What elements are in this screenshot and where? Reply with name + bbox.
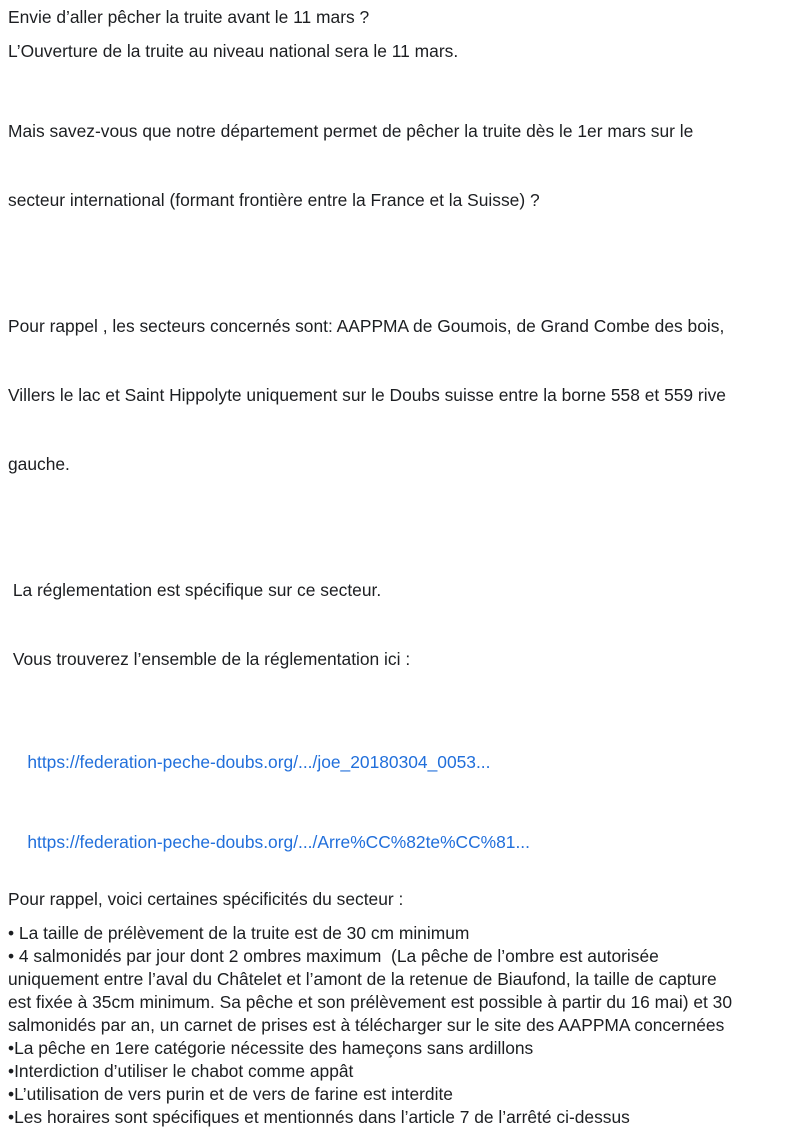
list-item-hours: •Les horaires sont spécifiques et mentionnés dans l’article 7 de l’arrêté ci-dessus <box>8 1107 630 1127</box>
paragraph-department-info <box>8 74 800 258</box>
paragraph-intro-question: Envie d’aller pêcher la truite avant le 11 mars ? <box>8 7 370 27</box>
paragraph-sectors-line-2: Villers le lac et Saint Hippolyte uniquement sur le Doubs suisse entre la borne 558 et 559 rive <box>8 385 726 405</box>
list-item-hooks: •La pêche en 1ere catégorie nécessite des hameçons sans ardillons <box>8 1038 534 1058</box>
paragraph-regulation-line-2: Vous trouverez l’ensemble de la réglementation ici : <box>8 649 411 669</box>
list-item-quota-line-4: salmonidés par an, un carnet de prises est à télécharger sur le site des AAPPMA concernées <box>8 1015 725 1035</box>
list-item-quota-line-1: • 4 salmonidés par jour dont 2 ombres maximum (La pêche de l’ombre est autorisée <box>8 946 659 966</box>
regulation-link-1[interactable]: https://federation-peche-doubs.org/.../joe_20180304_0053... <box>27 752 491 772</box>
paragraph-regulation <box>8 533 800 717</box>
list-item-bait: •Interdiction d’utiliser le chabot comme appât <box>8 1061 354 1081</box>
paragraph-department-line-2: secteur international (formant frontière entre la France et la Suisse) ? <box>8 190 540 210</box>
paragraph-department-line-1: Mais savez-vous que notre département permet de pêcher la truite dès le 1er mars sur le <box>8 121 694 141</box>
specificities-list <box>8 922 800 1129</box>
link-paragraph-1 <box>8 728 800 797</box>
list-item-quota-line-2: uniquement entre l’aval du Châtelet et l’amont de la retenue de Biaufond, la taille de capture <box>8 969 717 989</box>
list-item-size: • La taille de prélèvement de la truite est de 30 cm minimum <box>8 923 470 943</box>
paragraph-sectors-line-1: Pour rappel , les secteurs concernés sont: AAPPMA de Goumois, de Grand Combe des bois, <box>8 316 725 336</box>
link-paragraph-2 <box>8 808 800 877</box>
paragraph-specificities-intro: Pour rappel, voici certaines spécificités du secteur : <box>8 889 404 909</box>
paragraph-national-opening: L’Ouverture de la truite au niveau national sera le 11 mars. <box>8 41 459 61</box>
list-item-quota-line-3: est fixée à 35cm minimum. Sa pêche et son prélèvement est possible à partir du 16 mai) et 30 <box>8 992 733 1012</box>
list-item-worms: •L’utilisation de vers purin et de vers de farine est interdite <box>8 1084 453 1104</box>
paragraph-sectors <box>8 269 800 522</box>
paragraph-sectors-line-3: gauche. <box>8 454 70 474</box>
regulation-link-2[interactable]: https://federation-peche-doubs.org/.../Arre%CC%82te%CC%81... <box>27 832 530 852</box>
paragraph-regulation-line-1: La réglementation est spécifique sur ce secteur. <box>8 580 382 600</box>
